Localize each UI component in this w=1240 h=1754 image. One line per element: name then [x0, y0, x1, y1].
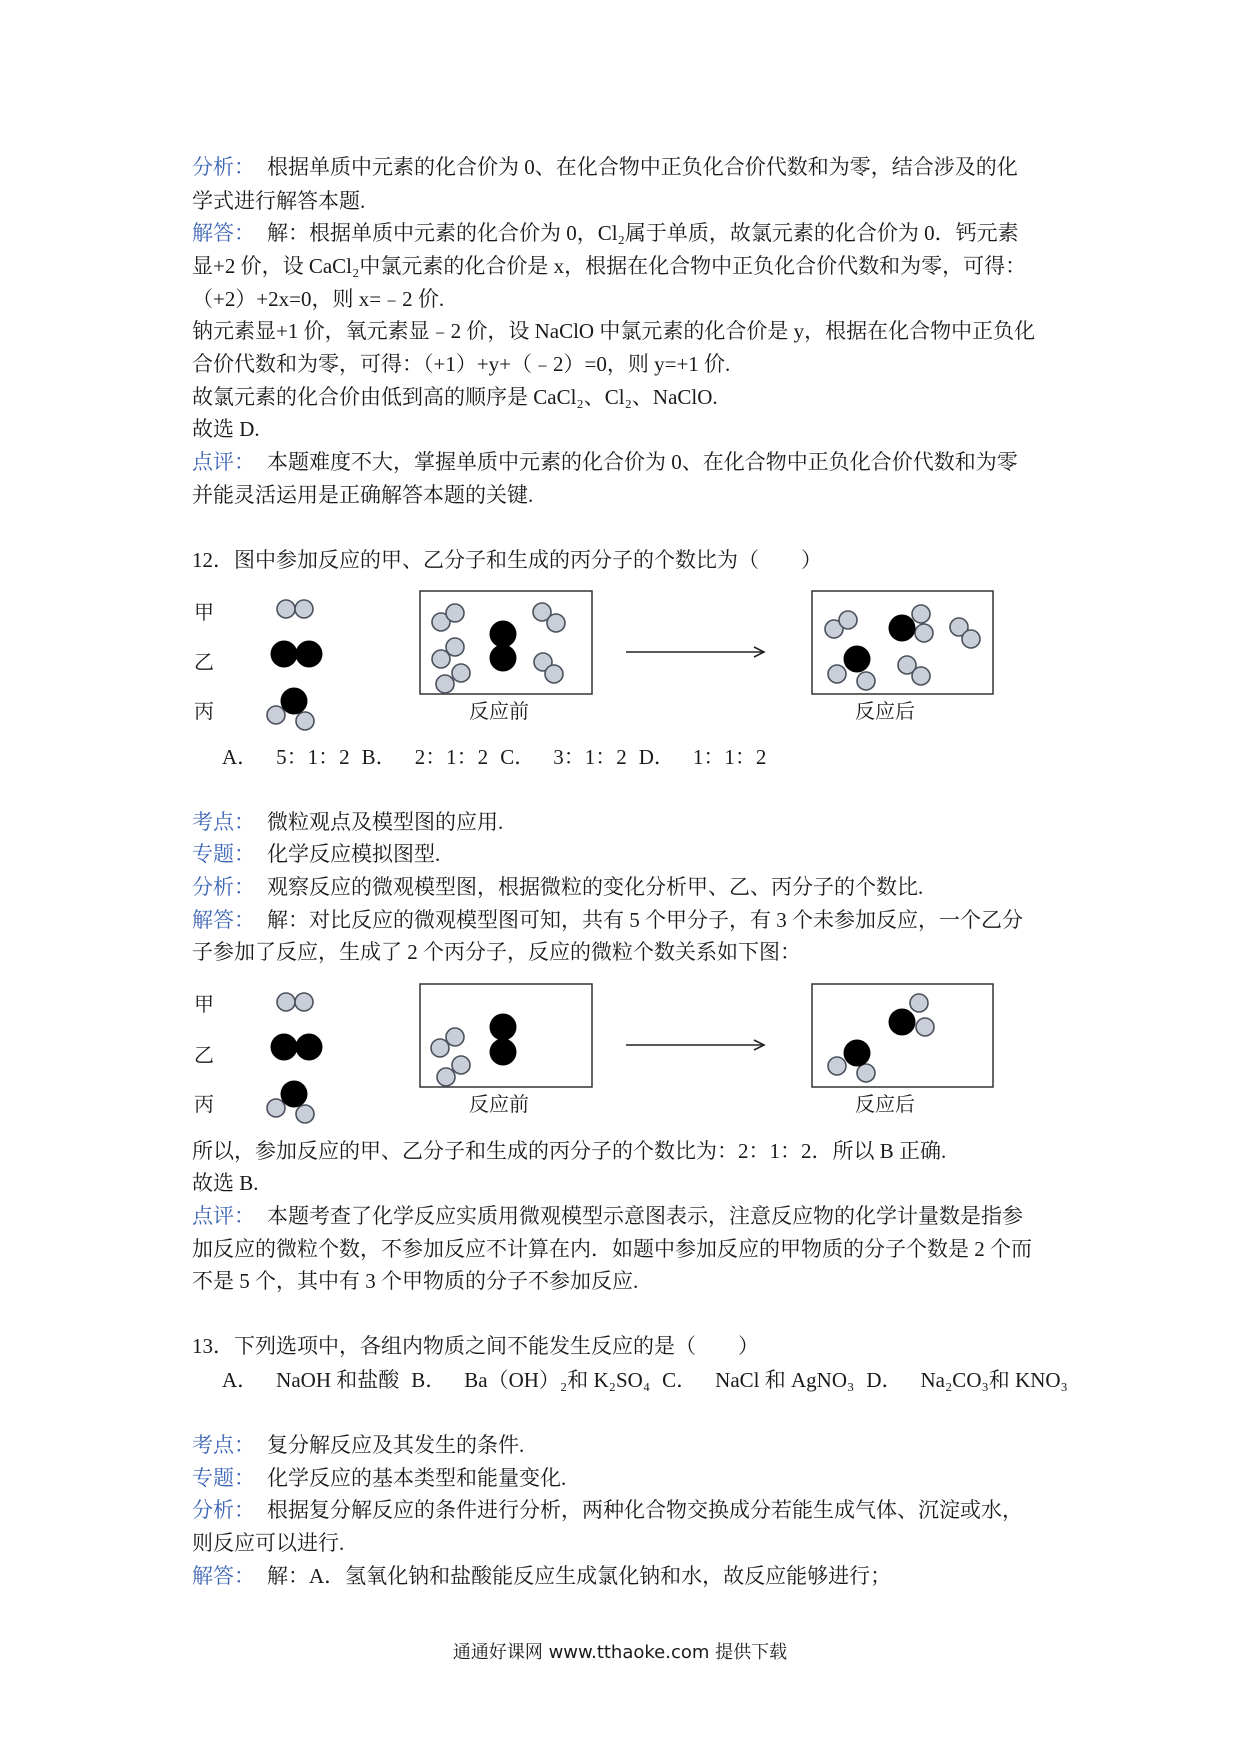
- molecule-jia: [950, 618, 980, 648]
- q13-analysis-line-1: [192, 1497, 1023, 1523]
- q13-answer-line-1: [192, 1563, 891, 1589]
- molecule-jia: [825, 611, 857, 638]
- molecule-yi: [490, 1014, 517, 1066]
- analysis-label: 分析：: [192, 875, 255, 899]
- grey-atom: [547, 614, 565, 632]
- grey-atom: [296, 712, 314, 730]
- grey-atom: [296, 1105, 314, 1123]
- grey-atom: [277, 993, 295, 1011]
- answer-label: 解答：: [192, 221, 255, 245]
- legend-label-yi: 乙: [194, 650, 214, 674]
- black-atom: [296, 641, 323, 668]
- q11-answer-line-6: 故氯元素的化合价由低到高的顺序是 CaCl₂、Cl₂、NaClO.: [192, 385, 718, 409]
- grey-atom: [267, 706, 285, 724]
- grey-atom: [277, 600, 295, 618]
- black-atom: [271, 1034, 298, 1061]
- molecule-jia: [533, 603, 565, 632]
- answer-text: 解：对比反应的微观模型图可知，共有 5 个甲分子，有 3 个未参加反应，一个乙分: [267, 908, 1023, 932]
- grey-atom: [446, 1028, 464, 1046]
- keypoint-label: 考点：: [192, 1433, 255, 1457]
- molecule-jia-legend: [277, 600, 313, 618]
- grey-atom: [295, 600, 313, 618]
- molecule-jia: [437, 1056, 470, 1086]
- black-atom: [889, 1009, 916, 1036]
- after-reaction-caption: 反应后: [855, 1092, 915, 1116]
- comment-text: 本题考查了化学反应实质用微观模型示意图表示，注意反应物的化学计量数是指参: [267, 1204, 1023, 1228]
- analysis-label: 分析：: [192, 155, 255, 179]
- page-footer: 通通好课网 www.tthaoke.com 提供下载: [452, 1642, 788, 1663]
- grey-atom: [912, 667, 930, 685]
- q11-answer-line-4: 钠元素显+1 价，氧元素显﹣2 价，设 NaClO 中氯元素的化合价是 y，根据在化合物中正负化: [192, 319, 1036, 343]
- grey-atom: [267, 1099, 285, 1117]
- option-b-key: B．: [411, 1368, 447, 1392]
- grey-atom: [446, 638, 464, 656]
- option-d-key: D．: [866, 1368, 903, 1392]
- molecule-yi-legend: [271, 641, 323, 668]
- reaction-arrow: [626, 1040, 764, 1050]
- molecule-yi: [490, 621, 517, 672]
- legend-label-yi: 乙: [194, 1043, 214, 1067]
- answer-label: 解答：: [192, 1564, 255, 1588]
- option-b-text: Ba（OH）₂和 K₂SO₄: [464, 1368, 651, 1392]
- option-b-key: B．: [361, 745, 397, 769]
- molecule-bing: [828, 646, 875, 691]
- q13-options: [222, 1367, 1080, 1393]
- analysis-text: 根据复分解反应的条件进行分析，两种化合物交换成分若能生成气体、沉淀或水，: [267, 1498, 1023, 1522]
- option-d-text: Na₂CO₃和 KNO₃: [920, 1368, 1068, 1392]
- option-c-key: C．: [500, 745, 536, 769]
- option-a-key: A．: [222, 745, 259, 769]
- grey-atom: [437, 1068, 455, 1086]
- molecule-jia: [534, 653, 563, 683]
- q11-analysis-line-2: 学式进行解答本题.: [192, 189, 366, 213]
- before-reaction-caption: 反应前: [469, 1092, 529, 1116]
- q12-answer-line-1: [192, 907, 1023, 933]
- legend-label-jia: 甲: [194, 992, 214, 1016]
- keypoint-text: 复分解反应及其发生的条件.: [267, 1433, 525, 1457]
- topic-label: 专题：: [192, 1466, 255, 1490]
- analysis-label: 分析：: [192, 1498, 255, 1522]
- molecule-bing: [828, 1040, 875, 1083]
- q12-comment-line-1: [192, 1203, 1023, 1229]
- topic-text: 化学反应模拟图型.: [267, 842, 441, 866]
- grey-atom: [446, 604, 464, 622]
- black-atom: [281, 1081, 308, 1108]
- option-b-text: 2：1：2: [414, 745, 489, 769]
- q12-conclusion: 所以，参加反应的甲、乙分子和生成的丙分子的个数比为：2：1：2．所以 B 正确.: [192, 1139, 947, 1163]
- option-c-text: NaCl 和 AgNO₃: [715, 1368, 855, 1392]
- grey-atom: [828, 1057, 846, 1075]
- q11-analysis-line-1: [192, 154, 1018, 180]
- analysis-text: 观察反应的微观模型图，根据微粒的变化分析甲、乙、丙分子的个数比.: [267, 875, 924, 899]
- grey-atom: [916, 1018, 934, 1036]
- molecule-jia-legend: [277, 993, 313, 1011]
- black-atom: [844, 1040, 871, 1067]
- grey-atom: [452, 1056, 470, 1074]
- black-atom: [490, 1014, 517, 1041]
- grey-atom: [436, 675, 454, 693]
- grey-atom: [912, 605, 930, 623]
- black-atom: [271, 641, 298, 668]
- q12-answer-line-2: 子参加了反应，生成了 2 个丙分子，反应的微粒个数关系如下图：: [192, 940, 801, 964]
- molecule-jia: [898, 656, 930, 685]
- molecule-bing-legend: [267, 688, 314, 731]
- grey-atom: [857, 672, 875, 690]
- after-reaction-caption: 反应后: [855, 699, 915, 723]
- option-c-text: 3：1：2: [553, 745, 627, 769]
- q13-keypoint: [192, 1432, 524, 1458]
- q12-keypoint: [192, 809, 503, 835]
- q11-answer-line-1: [192, 220, 1019, 246]
- grey-atom: [545, 665, 563, 683]
- black-atom: [889, 615, 916, 642]
- answer-text: 解：根据单质中元素的化合价为 0，Cl₂属于单质，故氯元素的化合价为 0．钙元素: [267, 221, 1019, 245]
- legend-label-jia: 甲: [194, 600, 214, 624]
- grey-atom: [828, 665, 846, 683]
- answer-label: 解答：: [192, 908, 255, 932]
- grey-atom: [962, 630, 980, 648]
- grey-atom: [295, 993, 313, 1011]
- topic-text: 化学反应的基本类型和能量变化.: [267, 1466, 567, 1490]
- comment-label: 点评：: [192, 450, 255, 474]
- reaction-arrow: [626, 647, 764, 657]
- q11-answer-line-5: 合价代数和为零，可得：（+1）+y+（﹣2）=0，则 y=+1 价.: [192, 352, 731, 376]
- option-d-text: 1：1：2: [692, 745, 767, 769]
- q12-stem: 12．图中参加反应的甲、乙分子和生成的丙分子的个数比为（ ）: [192, 548, 822, 572]
- black-atom: [844, 646, 871, 673]
- black-atom: [281, 688, 308, 715]
- black-atom: [296, 1034, 323, 1061]
- grey-atom: [857, 1064, 875, 1082]
- option-d-key: D．: [638, 745, 675, 769]
- answer-text: 解：A．氢氧化钠和盐酸能反应生成氯化钠和水，故反应能够进行；: [267, 1564, 892, 1588]
- q12-options: [222, 744, 778, 770]
- grey-atom: [839, 611, 857, 629]
- q12-topic: [192, 841, 440, 867]
- q13-stem: 13．下列选项中，各组内物质之间不能发生反应的是（ ）: [192, 1334, 759, 1358]
- q13-topic: [192, 1465, 566, 1491]
- grey-atom: [431, 1039, 449, 1057]
- q11-answer-line-3: （+2）+2x=0，则 x=﹣2 价.: [192, 287, 445, 311]
- q13-analysis-line-2: 则反应可以进行.: [192, 1531, 345, 1555]
- grey-atom: [452, 664, 470, 682]
- option-a-text: 5：1：2: [276, 745, 350, 769]
- analysis-text: 根据单质中元素的化合价为 0、在化合物中正负化合价代数和为零，结合涉及的化: [267, 155, 1018, 179]
- molecule-bing: [889, 605, 934, 642]
- black-atom: [490, 621, 517, 648]
- option-a-key: A．: [222, 1368, 259, 1392]
- q12-comment-line-3: 不是 5 个，其中有 3 个甲物质的分子不参加反应.: [192, 1269, 639, 1293]
- molecule-jia: [432, 604, 464, 631]
- black-atom: [490, 1039, 517, 1066]
- grey-atom: [915, 624, 933, 642]
- molecule-jia: [431, 1028, 464, 1057]
- before-reaction-caption: 反应前: [469, 699, 529, 723]
- keypoint-label: 考点：: [192, 810, 255, 834]
- comment-label: 点评：: [192, 1204, 255, 1228]
- comment-text: 本题难度不大，掌握单质中元素的化合价为 0、在化合物中正负化合价代数和为零: [267, 450, 1018, 474]
- keypoint-text: 微粒观点及模型图的应用.: [267, 810, 504, 834]
- option-a-text: NaOH 和盐酸: [276, 1368, 400, 1392]
- black-atom: [490, 645, 517, 672]
- q11-answer-line-2: 显+2 价，设 CaCl₂中氯元素的化合价是 x，根据在化合物中正负化合价代数和为零，可得：: [192, 254, 1027, 278]
- q12-analysis: [192, 874, 923, 900]
- q12-comment-line-2: 加反应的微粒个数，不参加反应不计算在内．如题中参加反应的甲物质的分子个数是 2 个而: [192, 1237, 1032, 1261]
- q12-answer-choice: 故选 B.: [192, 1171, 259, 1195]
- q11-answer-choice: 故选 D.: [192, 417, 260, 441]
- option-c-key: C．: [662, 1368, 698, 1392]
- molecule-bing-legend: [267, 1081, 314, 1124]
- legend-label-bing: 丙: [194, 699, 214, 723]
- molecule-bing: [889, 994, 935, 1036]
- molecule-yi-legend: [271, 1034, 323, 1061]
- legend-label-bing: 丙: [194, 1092, 214, 1116]
- grey-atom: [910, 994, 928, 1012]
- topic-label: 专题：: [192, 842, 255, 866]
- q11-comment-line-2: 并能灵活运用是正确解答本题的关键.: [192, 483, 534, 507]
- q11-comment-line-1: [192, 449, 1018, 475]
